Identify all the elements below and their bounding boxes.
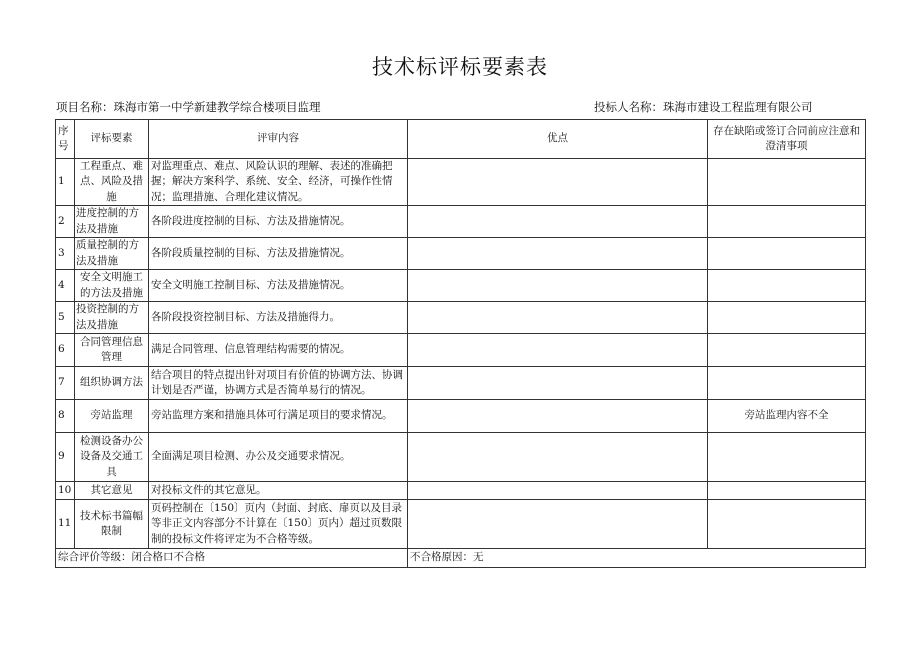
table-row xyxy=(56,159,866,206)
table-row xyxy=(56,206,866,238)
row-notes xyxy=(708,482,866,500)
header-pros: 优点 xyxy=(408,120,708,159)
row-notes xyxy=(708,302,866,334)
row-element: 检测设备办公设备及交通工具 xyxy=(75,433,149,482)
header-notes: 存在缺陷或签订合同前应注意和澄清事项 xyxy=(708,120,866,159)
row-pros xyxy=(408,367,708,400)
row-no: 3 xyxy=(56,238,75,270)
row-content: 全面满足项目检测、办公及交通要求情况。 xyxy=(149,433,408,482)
project-name: 项目名称：珠海市第一中学新建教学综合楼项目监理 xyxy=(56,100,321,114)
bidder-name: 投标人名称：珠海市建设工程监理有限公司 xyxy=(594,100,813,114)
row-content: 各阶段进度控制的目标、方法及措施情况。 xyxy=(149,206,408,238)
row-notes xyxy=(708,270,866,302)
summary-row xyxy=(56,549,866,568)
row-pros xyxy=(408,334,708,367)
header-element: 评标要素 xyxy=(75,120,149,159)
row-pros xyxy=(408,302,708,334)
row-no: 7 xyxy=(56,367,75,400)
row-notes xyxy=(708,206,866,238)
table-row xyxy=(56,482,866,500)
row-content: 安全文明施工控制目标、方法及措施情况。 xyxy=(149,270,408,302)
row-element: 安全文明施工的方法及措施 xyxy=(75,270,149,302)
row-element: 合同管理信息管理 xyxy=(75,334,149,367)
row-content: 对监理重点、难点、风险认识的理解、表述的准确把握；解决方案科学、系统、安全、经济，可操作性情况；监理措施、合理化建议情况。 xyxy=(149,159,408,206)
row-no: 6 xyxy=(56,334,75,367)
row-content: 各阶段投资控制目标、方法及措施得力。 xyxy=(149,302,408,334)
row-no: 9 xyxy=(56,433,75,482)
row-pros xyxy=(408,270,708,302)
table-row xyxy=(56,400,866,433)
table-row xyxy=(56,433,866,482)
row-element: 工程重点、难点、风险及措施 xyxy=(75,159,149,206)
row-notes xyxy=(708,334,866,367)
row-pros xyxy=(408,400,708,433)
table-row xyxy=(56,500,866,549)
header-row xyxy=(56,120,866,159)
header-no: 序号 xyxy=(56,120,75,159)
row-no: 10 xyxy=(56,482,75,500)
row-content: 旁站监理方案和措施具体可行满足项目的要求情况。 xyxy=(149,400,408,433)
document-title: 技术标评标要素表 xyxy=(372,55,548,79)
table-row xyxy=(56,334,866,367)
row-element: 旁站监理 xyxy=(75,400,149,433)
row-no: 1 xyxy=(56,159,75,206)
table-row xyxy=(56,367,866,400)
row-no: 11 xyxy=(56,500,75,549)
row-no: 8 xyxy=(56,400,75,433)
row-notes xyxy=(708,159,866,206)
row-notes xyxy=(708,500,866,549)
row-element: 组织协调方法 xyxy=(75,367,149,400)
row-element: 投资控制的方法及措施 xyxy=(75,302,149,334)
row-notes: 旁站监理内容不全 xyxy=(708,400,866,433)
row-pros xyxy=(408,433,708,482)
row-element: 质量控制的方法及措施 xyxy=(75,238,149,270)
row-content: 各阶段质量控制的目标、方法及措施情况。 xyxy=(149,238,408,270)
row-no: 2 xyxy=(56,206,75,238)
row-no: 4 xyxy=(56,270,75,302)
row-notes xyxy=(708,367,866,400)
row-notes xyxy=(708,238,866,270)
row-pros xyxy=(408,500,708,549)
evaluation-table xyxy=(55,119,866,568)
row-content: 页码控制在〔150〕页内（封面、封底、扉页以及目录等非正文内容部分不计算在〔150〕页内）超过页数限制的投标文件将评定为不合格等级。 xyxy=(149,500,408,549)
row-content: 结合项目的特点提出针对项目有价值的协调方法、协调计划是否严谨，协调方式是否简单易行的情况。 xyxy=(149,367,408,400)
table-row xyxy=(56,238,866,270)
row-content: 满足合同管理、信息管理结构需要的情况。 xyxy=(149,334,408,367)
row-pros xyxy=(408,238,708,270)
row-element: 进度控制的方法及措施 xyxy=(75,206,149,238)
row-notes xyxy=(708,433,866,482)
row-content: 对投标文件的其它意见。 xyxy=(149,482,408,500)
row-pros xyxy=(408,206,708,238)
row-element: 其它意见 xyxy=(75,482,149,500)
row-pros xyxy=(408,482,708,500)
failure-reason: 不合格原因：无 xyxy=(408,549,866,568)
row-no: 5 xyxy=(56,302,75,334)
table-row xyxy=(56,302,866,334)
row-pros xyxy=(408,159,708,206)
table-row xyxy=(56,270,866,302)
overall-rating: 综合评价等级：闭合格口不合格 xyxy=(56,549,408,568)
row-element: 技术标书篇幅限制 xyxy=(75,500,149,549)
header-content: 评审内容 xyxy=(149,120,408,159)
